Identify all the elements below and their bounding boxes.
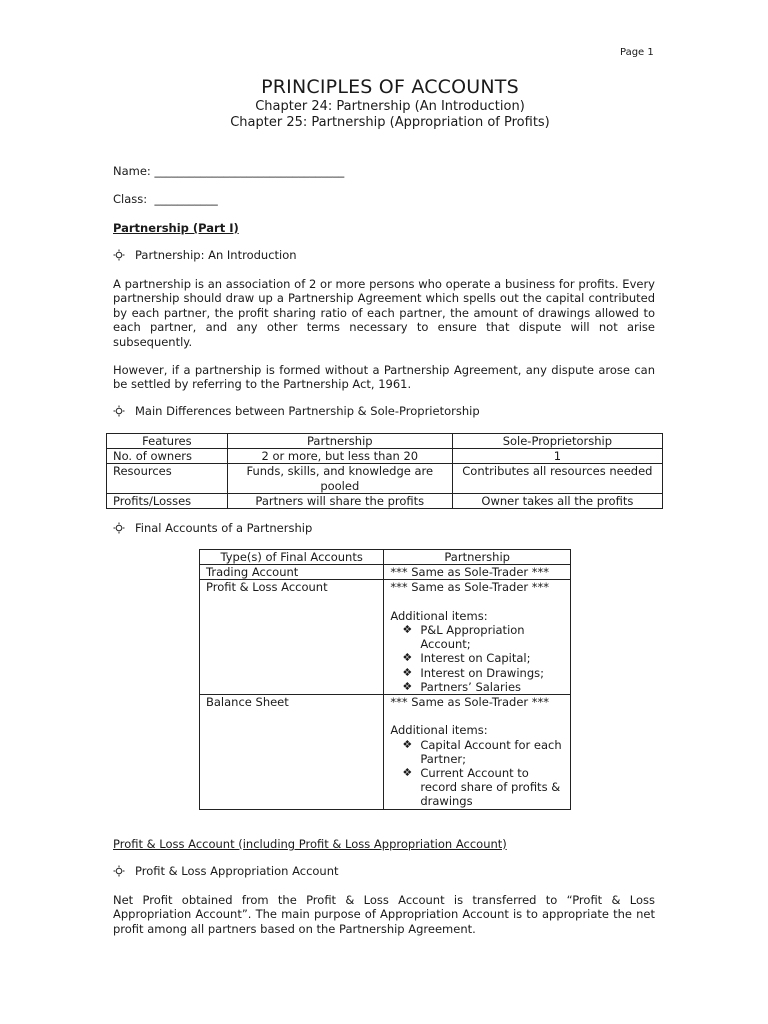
intro-paragraph: A partnership is an association of 2 or more persons who operate a business for profits. Every partnership should draw up a Partnership Agreement which spells out the capital contributed by each partner, the profit sharing ratio of each partner, the amount of drawings allowed to each partner, and any other terms necessary to ensure that dispute will not arise subsequently. [113,277,655,349]
section-heading-profit-loss: Profit & Loss Account (including Profit & Loss Appropriation Account) [113,837,507,851]
same-as-sole-trader-note: *** Same as Sole-Trader *** [390,695,550,710]
diamond-bullet-icon: ❖ [402,766,413,780]
bullet-final-accounts-text: Final Accounts of a Partnership [135,521,313,535]
sun-bullet-icon [113,249,125,261]
section-heading-partnership: Partnership (Part I) [113,221,239,235]
diamond-bullet-icon: ❖ [402,623,413,636]
bullet-final-accounts [113,521,312,535]
table-cell: 2 or more, but less than 20 [227,449,452,464]
additional-items-label: Additional items: [390,723,488,738]
chapter-25-subtitle: Chapter 25: Partnership (Appropriation of Profits) [230,115,550,130]
header-sole-proprietorship: Sole-Proprietorship [452,434,662,449]
class-blank: ___________ [154,192,218,206]
additional-items-list [390,623,564,694]
header-partnership: Partnership [384,550,571,565]
list-item: ❖ Capital Account for each Partner; [402,737,562,766]
final-accounts-table [199,549,571,810]
name-field [113,164,344,178]
bullet-intro [113,248,297,262]
name-label: Name: [113,164,151,178]
class-field [113,192,218,206]
header-final-account-type: Type(s) of Final Accounts [200,550,384,565]
table-cell [384,580,571,695]
table-cell: Profit & Loss Account [200,580,384,695]
table-cell: Balance Sheet [200,695,384,810]
document-title: PRINCIPLES OF ACCOUNTS [261,76,519,98]
table-cell: *** Same as Sole-Trader *** [384,565,571,580]
class-label: Class: [113,192,148,206]
sun-bullet-icon [113,405,125,417]
table-row [200,695,571,810]
table-cell [384,695,571,810]
table-cell: Funds, skills, and knowledge are pooled [227,464,452,493]
bullet-differences [113,404,480,418]
table-header-row [200,550,571,565]
sun-bullet-icon [113,865,125,877]
list-item: ❖ Interest on Drawings; [402,665,544,680]
table-row [107,464,663,493]
diamond-bullet-icon: ❖ [402,737,413,751]
list-item: ❖ P&L Appropriation Account; [402,623,525,652]
bullet-appropriation [113,864,339,878]
diamond-bullet-icon: ❖ [402,679,413,693]
bullet-intro-text: Partnership: An Introduction [135,248,297,262]
diamond-bullet-icon: ❖ [402,665,413,679]
differences-table [106,433,663,509]
table-cell: Contributes all resources needed [452,464,662,493]
name-blank: _________________________________ [154,164,345,178]
appropriation-paragraph: Net Profit obtained from the Profit & Loss Account is transferred to “Profit & Loss Appropriation Account”. The main purpose of Appropriation Account is to appropriate the net profit among all partners based on the Partnership Agreement. [113,893,655,936]
table-row [107,493,663,508]
table-cell: No. of owners [107,449,228,464]
bullet-appropriation-text: Profit & Loss Appropriation Account [135,864,339,878]
sun-bullet-icon [113,522,125,534]
additional-items-label: Additional items: [390,608,488,623]
table-row [107,449,663,464]
table-row [200,580,571,695]
list-item: ❖ Current Account to record share of profits & drawings [402,766,561,809]
diamond-bullet-icon: ❖ [402,651,413,665]
table-cell: Trading Account [200,565,384,580]
table-cell: Owner takes all the profits [452,493,662,508]
partnership-act-paragraph: However, if a partnership is formed without a Partnership Agreement, any dispute arose can be settled by referring to the Partnership Act, 1961. [113,363,655,392]
table-cell: Profits/Losses [107,493,228,508]
additional-items-list [390,738,564,809]
same-as-sole-trader-note: *** Same as Sole-Trader *** [390,580,550,595]
header-features: Features [107,434,228,449]
page-number: Page 1 [620,47,654,58]
chapter-24-subtitle: Chapter 24: Partnership (An Introduction) [255,99,525,114]
list-item: ❖ Interest on Capital; [402,651,531,666]
bullet-differences-text: Main Differences between Partnership & Sole-Proprietorship [135,404,480,418]
table-cell: Resources [107,464,228,493]
header-partnership: Partnership [227,434,452,449]
table-cell: 1 [452,449,662,464]
table-row [200,565,571,580]
table-header-row [107,434,663,449]
list-item: ❖ Partners’ Salaries [402,679,522,694]
table-cell: Partners will share the profits [227,493,452,508]
